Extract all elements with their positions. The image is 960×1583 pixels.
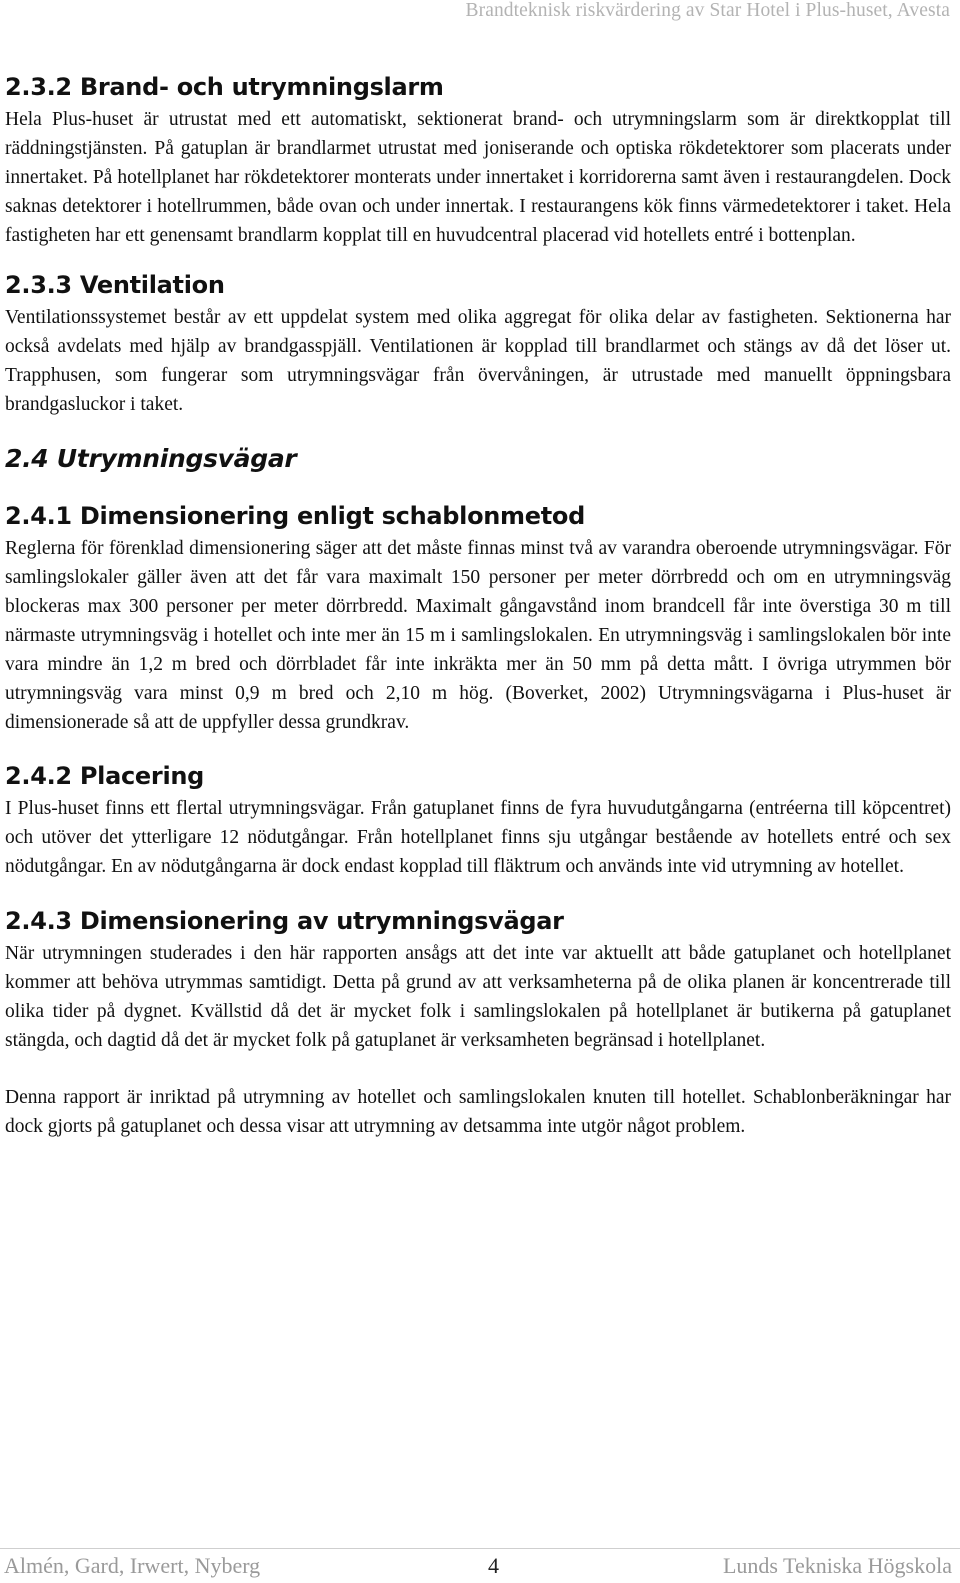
paragraph-placement: I Plus-huset finns ett flertal utrymningsvägar. Från gatuplanet finns de fyra huvudutgångarna (entréerna till köpcentret) och utöver det ytterligare 12 nödutgångar. Från hotellplanet finns sju utgångar bestående av hotellets entré och sex nödutgångar. En av nödutgångarna är dock endast kopplad till fläktrum och används inte vid utrymning av hotellet. <box>5 798 951 877</box>
heading-2-3-3: 2.3.3 Ventilation <box>5 271 225 299</box>
paragraph-ventilation: Ventilationssystemet består av ett uppdelat system med olika aggregat för olika delar av fastigheten. Sektionerna har också avdelats med hjälp av brandgasspjäll. Ventilationen är kopplad till brandlarmet och stängs av då det löser ut. Trapphusen, som fungerar som utrymningsvägar från övervåningen, är utrustade med manuellt öppningsbara brandgasluckor i taket. <box>5 307 951 415</box>
heading-2-4: 2.4 Utrymningsvägar <box>5 444 297 473</box>
paragraph-report-focus: Denna rapport är inriktad på utrymning av hotellet och samlingslokalen knuten till hotellet. Schablonberäkningar har dock gjorts på gatuplanet och dessa visar att utrymning av detsamma inte utgör något problem. <box>5 1087 951 1137</box>
heading-2-4-3: 2.4.3 Dimensionering av utrymningsvägar <box>5 907 564 935</box>
page-content <box>5 70 951 1141</box>
footer-divider <box>0 1548 960 1549</box>
paragraph-dimensioning: Reglerna för förenklad dimensionering säger att det måste finnas minst två av varandra oberoende utrymningsvägar. För samlingslokaler gäller även att det får vara maximalt 150 personer per meter dörrbredd och om en utrymningsväg blockeras max 300 personer per meter dörrbredd. Maximalt gångavstånd inom brandcell får inte överstiga 30 m till närmaste utrymningsväg i hotellet och inte mer än 15 m i samlingslokalen. En utrymningsväg i samlingslokalen bör inte vara mindre än 1,2 m bred och dörrbladet får inte inkräkta mer än 50 mm på detta mått. I övriga utrymmen bör utrymningsväg vara minst 0,9 m bred och 2,10 m hög. (Boverket, 2002) Utrymningsvägarna i Plus-huset är dimensionerade så att de uppfyller dessa grundkrav. <box>5 538 951 733</box>
heading-2-3-2: 2.3.2 Brand- och utrymningslarm <box>5 73 444 101</box>
paragraph-fire-alarm: Hela Plus-huset är utrustat med ett automatiskt, sektionerat brand- och utrymningslarm som är direktkopplat till räddningstjänsten. På gatuplan är brandlarmet utrustat med joniserande och optiska rökdetektorer som placerats under innertaket. På hotellplanet har rökdetektorer monterats under innertaket i korridorerna samt även i restaurangdelen. Dock saknas detektorer i hotellrummen, både ovan och under innertak. I restaurangens kök finns värmedetektorer i taket. Hela fastigheten har ett genensamt brandlarm kopplat till en huvudcentral placerad vid hotellets entré i bottenplan. <box>5 109 951 246</box>
running-header: Brandteknisk riskvärdering av Star Hotel i Plus-huset, Avesta <box>465 0 950 21</box>
page-footer <box>0 1553 960 1583</box>
heading-2-4-2: 2.4.2 Placering <box>5 762 205 790</box>
footer-authors: Almén, Gard, Irwert, Nyberg <box>4 1553 261 1578</box>
heading-2-4-1: 2.4.1 Dimensionering enligt schablonmetod <box>5 502 585 530</box>
paragraph-evacuation-study: När utrymningen studerades i den här rapporten ansågs att det inte var aktuellt att både gatuplanet och hotellplanet kommer att behöva utrymmas samtidigt. Detta på grund av att verksamheterna på de olika planen är koncentrerade till olika tider på dygnet. Kvällstid då det är mycket folk i samlingslokalen på hotellplanet är butikerna på gatuplanet stängda, och dagtid då det är mycket folk på gatuplanet är verksamheten begränsad i hotellplanet. <box>5 943 951 1051</box>
footer-institution: Lunds Tekniska Högskola <box>722 1553 952 1578</box>
page-number: 4 <box>488 1553 499 1578</box>
